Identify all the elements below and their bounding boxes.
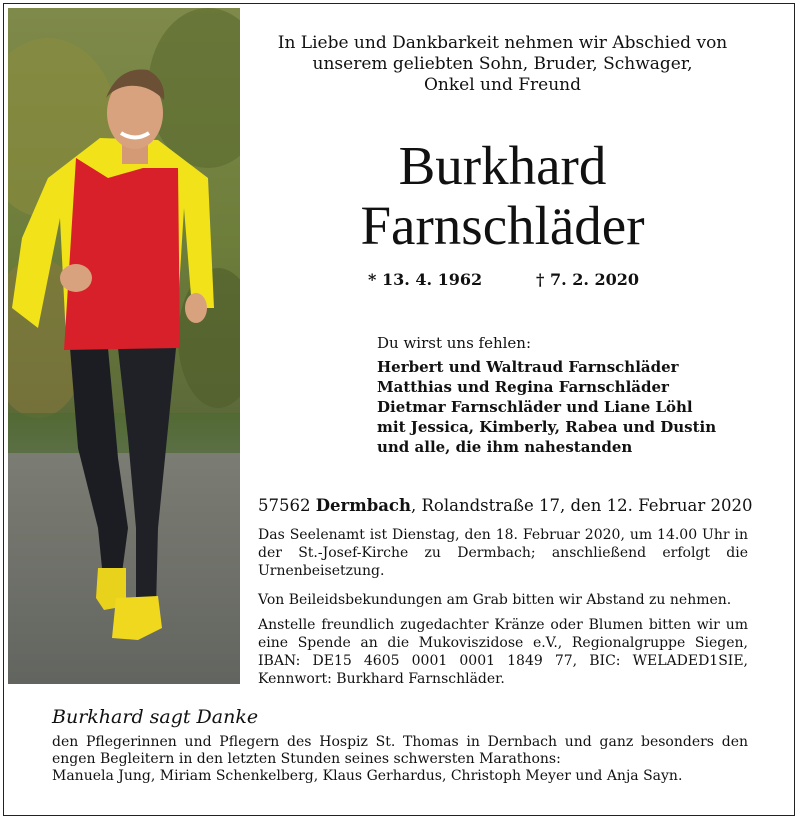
thanks-names: Manuela Jung, Miriam Schenkelberg, Klaus Gerhardus, Christoph Meyer und Anja Sayn.	[52, 768, 683, 784]
mourner-line: Herbert und Waltraud Farnschläder	[377, 358, 679, 376]
mourners-intro: Du wirst uns fehlen:	[377, 334, 532, 352]
mourner-line: und alle, die ihm nahestanden	[377, 438, 633, 456]
mourners-list	[377, 357, 716, 457]
deceased-name	[250, 136, 755, 256]
intro-line: unserem geliebten Sohn, Bruder, Schwager,	[312, 54, 693, 74]
mourner-line: Matthias und Regina Farnschläder	[377, 378, 669, 396]
first-name: Burkhard	[398, 135, 607, 196]
zip-code: 57562	[258, 496, 311, 515]
thanks-heading: Burkhard sagt Danke	[52, 706, 259, 728]
birth-date: * 13. 4. 1962	[368, 270, 483, 289]
place-date-line	[258, 496, 753, 515]
address-date: , Rolandstraße 17, den 12. Februar 2020	[410, 496, 753, 515]
intro-line: Onkel und Freund	[423, 75, 582, 95]
mourner-line: Dietmar Farnschläder und Liane Löhl	[377, 398, 693, 416]
thanks-body: den Pflegerinnen und Pflegern des Hospiz St. Thomas in Dernbach und ganz besonders den engen Begleitern in den letzten Stunden seines schwersten Marathons:	[52, 734, 748, 767]
town-name: Dermbach	[315, 496, 411, 515]
service-paragraph: Das Seelenamt ist Dienstag, den 18. Februar 2020, um 14.00 Uhr in der St.-Josef-Kirche zu Dermbach; anschließend erfolgt die Urnenbeisetzung.	[258, 527, 748, 579]
condolences-paragraph: Von Beileidsbekundungen am Grab bitten wir Abstand zu nehmen.	[258, 592, 732, 608]
last-name: Farnschläder	[360, 195, 645, 256]
intro-line: In Liebe und Dankbarkeit nehmen wir Abschied von	[277, 33, 728, 53]
death-date: † 7. 2. 2020	[536, 270, 640, 289]
thanks-text	[52, 734, 748, 785]
portrait-photo	[8, 8, 240, 684]
intro-text	[250, 33, 755, 96]
mourner-line: mit Jessica, Kimberly, Rabea und Dustin	[377, 418, 717, 436]
donation-paragraph: Anstelle freundlich zugedachter Kränze oder Blumen bitten wir um eine Spende an die Mukoviszidose e.V., Regionalgruppe Siegen, IBAN: DE15 4605 0001 0001 1849 77, BIC: WELADED1SIE, Kennwort: Burkhard Farnschläder.	[258, 617, 748, 687]
